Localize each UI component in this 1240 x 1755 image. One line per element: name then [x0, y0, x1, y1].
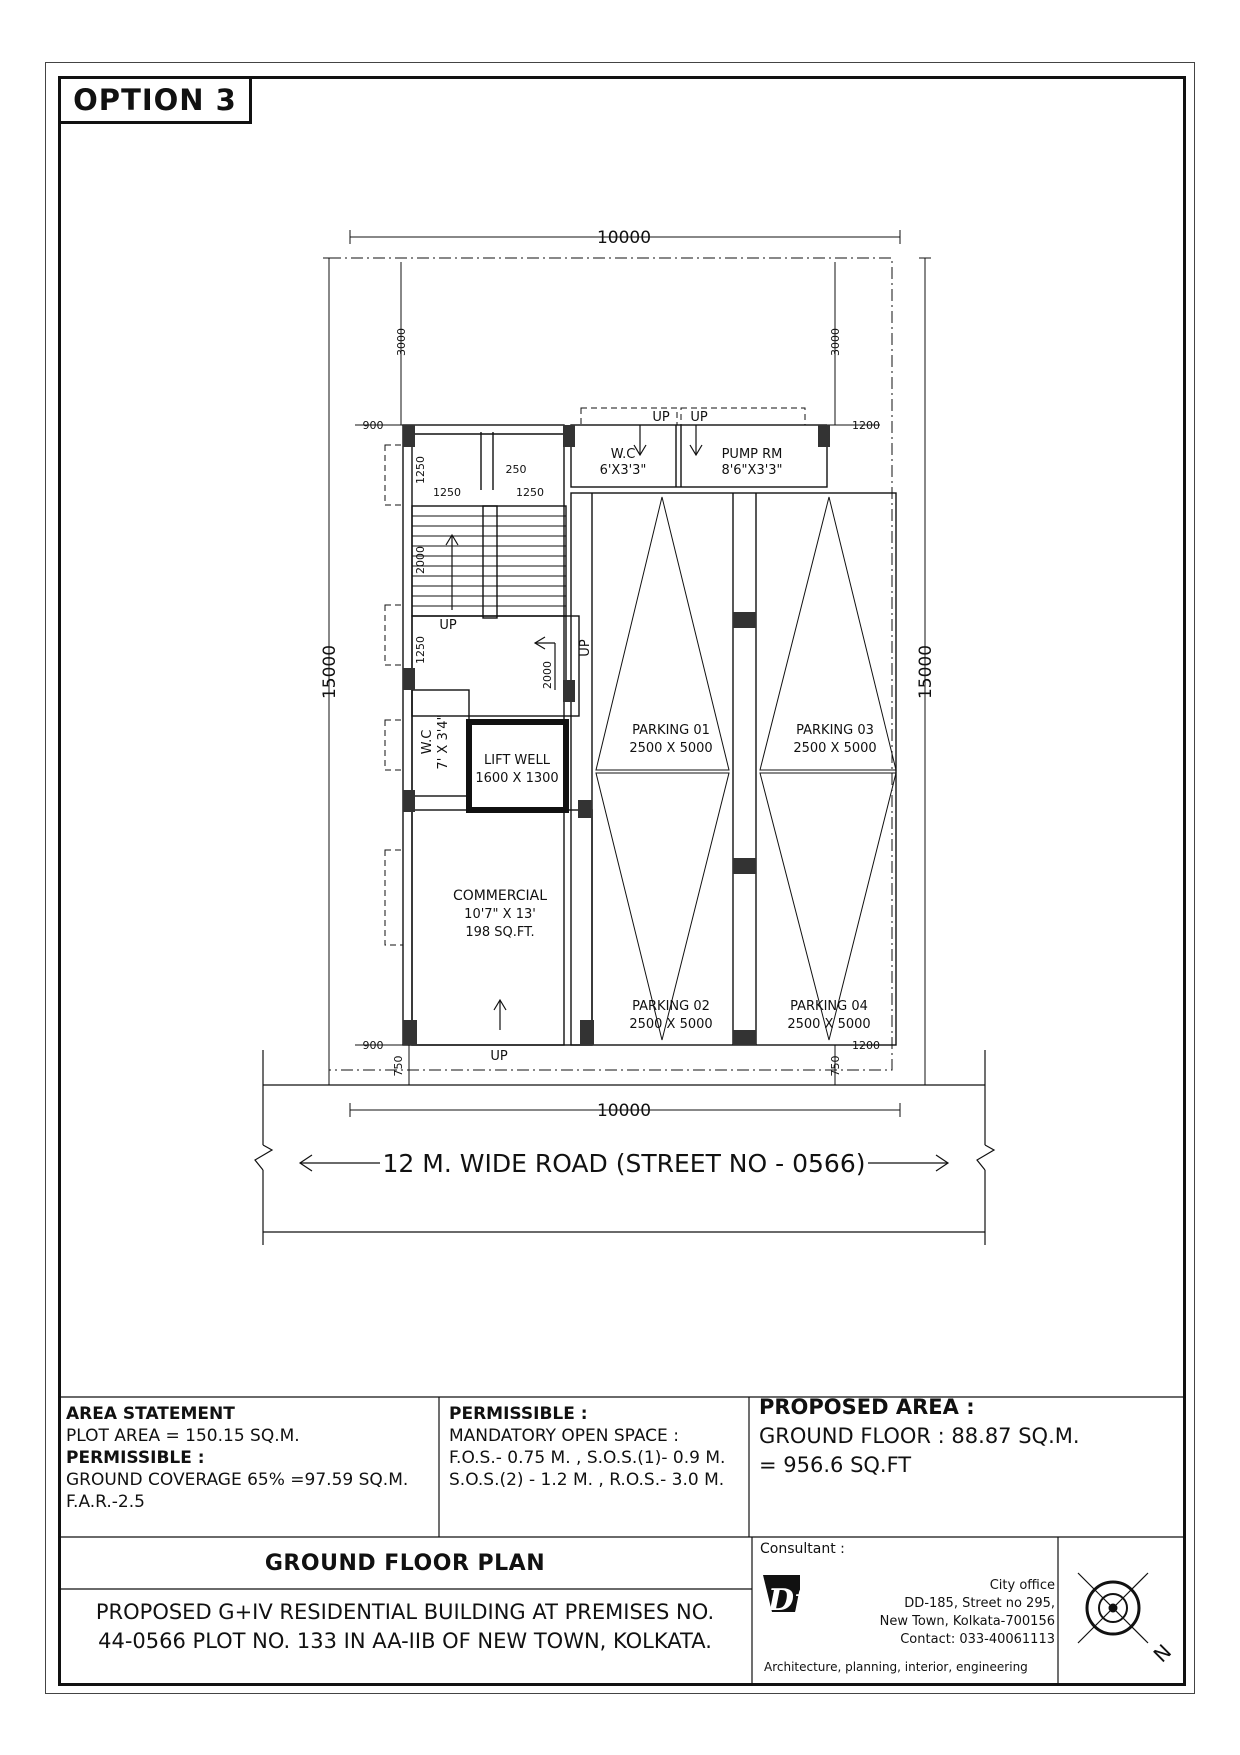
permissible-line1: MANDATORY OPEN SPACE :: [449, 1426, 679, 1446]
project-description: [58, 1598, 752, 1656]
dim-bottom: 10000: [596, 1101, 652, 1121]
dim-stair-1250-low: 1250: [414, 636, 427, 664]
dim-top: 10000: [596, 228, 652, 248]
parking-03-size: 2500 X 5000: [793, 741, 877, 756]
dim-side-right-bottom: 1200: [852, 1039, 880, 1052]
north-arrow-icon: [1078, 1573, 1148, 1643]
permissible-line3: S.O.S.(2) - 1.2 M. , R.O.S.- 3.0 M.: [449, 1470, 725, 1490]
dim-side-right-top: 1200: [852, 419, 880, 432]
up-landing: UP: [578, 639, 593, 657]
road-label: 12 M. WIDE ROAD (STREET NO - 0566): [382, 1149, 866, 1178]
pump-room-size: 8'6"X3'3": [721, 463, 783, 478]
project-line2: 44-0566 PLOT NO. 133 IN AA-IIB OF NEW TOWN, KOLKATA.: [98, 1629, 712, 1653]
commercial-size: 10'7" X 13': [464, 907, 536, 922]
far: F.A.R.-2.5: [66, 1492, 145, 1512]
area-permissible-heading: PERMISSIBLE :: [66, 1448, 205, 1468]
ground-coverage: GROUND COVERAGE 65% =97.59 SQ.M.: [66, 1470, 409, 1490]
commercial-area: 198 SQ.FT.: [465, 925, 535, 940]
contact: Contact: 033-40061113: [900, 1632, 1055, 1647]
area-statement-heading: AREA STATEMENT: [66, 1404, 235, 1424]
parking-04-size: 2500 X 5000: [787, 1017, 871, 1032]
permissible-block: [449, 1403, 749, 1491]
commercial-name: COMMERCIAL: [452, 888, 548, 904]
address-line1: DD-185, Street no 295,: [904, 1596, 1055, 1611]
consultant-tagline: Architecture, planning, interior, engineering: [764, 1660, 1028, 1674]
proposed-area-block: [759, 1393, 1179, 1480]
lift-well-name: LIFT WELL: [484, 753, 550, 768]
project-line1: PROPOSED G+IV RESIDENTIAL BUILDING AT PREMISES NO.: [95, 1600, 715, 1624]
proposed-area-line1: GROUND FLOOR : 88.87 SQ.M.: [759, 1424, 1080, 1448]
dim-stair-250: 250: [505, 463, 527, 476]
dim-rear-left: 750: [392, 1055, 405, 1077]
permissible-heading: PERMISSIBLE :: [449, 1404, 588, 1424]
dim-left: 15000: [320, 644, 340, 700]
north-label: N: [1148, 1639, 1177, 1668]
logo-text-d: Dform: [768, 1583, 875, 1618]
permissible-line2: F.O.S.- 0.75 M. , S.O.S.(1)- 0.9 M.: [449, 1448, 726, 1468]
parking-02-size: 2500 X 5000: [629, 1017, 713, 1032]
lift-well-size: 1600 X 1300: [475, 771, 559, 786]
drawing-title: GROUND FLOOR PLAN: [264, 1550, 546, 1576]
parking-03-name: PARKING 03: [796, 723, 874, 738]
wc-left-size: 7' X 3'4": [436, 714, 451, 770]
dim-stair-1250-v: 1250: [414, 456, 427, 484]
dim-side-left-top: 900: [362, 419, 384, 432]
consultant-address: [800, 1577, 1055, 1649]
dim-right: 15000: [916, 644, 936, 700]
parking-01-name: PARKING 01: [632, 723, 710, 738]
dim-stair-1250-a: 1250: [433, 486, 461, 499]
wc-top-size: 6'X3'3": [599, 463, 647, 478]
dim-landing-2000: 2000: [541, 661, 554, 689]
parking-01-size: 2500 X 5000: [629, 741, 713, 756]
office-heading: City office: [989, 1578, 1055, 1593]
dim-front-left: 3000: [395, 328, 408, 356]
proposed-area-line2: = 956.6 SQ.FT: [759, 1453, 912, 1477]
address-line2: New Town, Kolkata-700156: [879, 1614, 1055, 1629]
dim-front-right: 3000: [829, 328, 842, 356]
dim-stair-2000: 2000: [414, 546, 427, 574]
wc-top-name: W.C: [610, 447, 636, 462]
up-wc: UP: [652, 410, 670, 425]
area-statement: [66, 1403, 438, 1513]
dim-rear-right: 750: [829, 1055, 842, 1077]
parking-02-name: PARKING 02: [632, 999, 710, 1014]
wc-left-name: W.C: [420, 729, 435, 755]
option-label: OPTION 3: [58, 76, 252, 124]
plot-area: PLOT AREA = 150.15 SQ.M.: [66, 1426, 300, 1446]
proposed-area-heading: PROPOSED AREA :: [759, 1395, 975, 1419]
dim-side-left-bottom: 900: [362, 1039, 384, 1052]
consultant-label: Consultant :: [760, 1541, 845, 1557]
pump-room-name: PUMP RM: [721, 447, 783, 462]
parking-04-name: PARKING 04: [790, 999, 868, 1014]
dim-stair-1250-b: 1250: [516, 486, 544, 499]
up-stair: UP: [439, 618, 457, 633]
up-entry: UP: [490, 1049, 508, 1064]
up-pump: UP: [690, 410, 708, 425]
